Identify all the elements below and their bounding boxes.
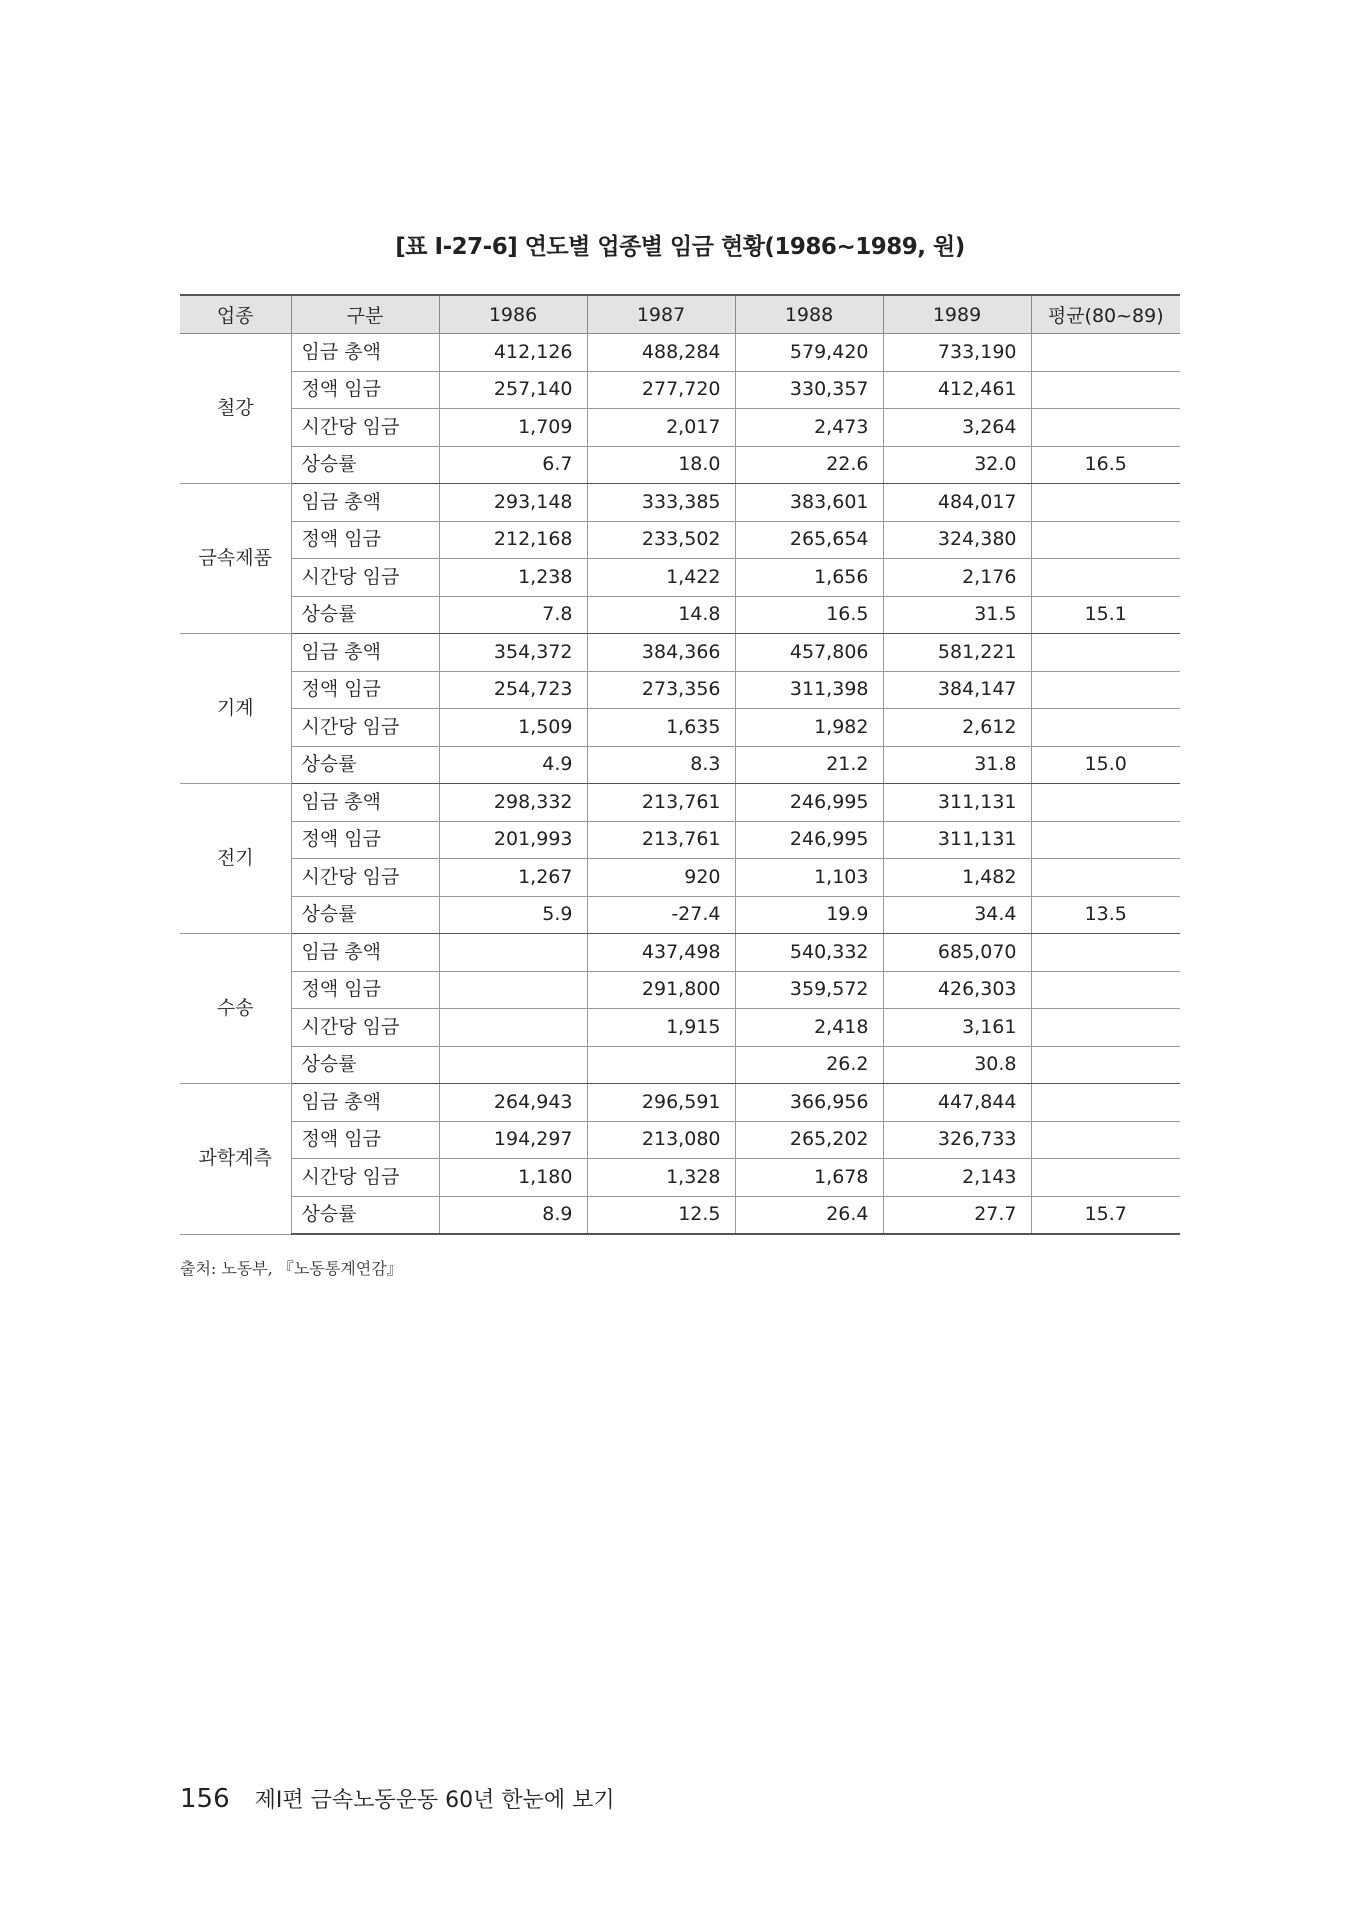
category-cell: 정액 임금 bbox=[291, 671, 439, 709]
average-cell: 15.0 bbox=[1031, 746, 1180, 784]
value-cell: 3,161 bbox=[883, 1009, 1031, 1047]
category-cell: 정액 임금 bbox=[291, 371, 439, 409]
category-cell: 시간당 임금 bbox=[291, 859, 439, 897]
header-industry: 업종 bbox=[180, 295, 291, 334]
value-cell: 2,612 bbox=[883, 709, 1031, 747]
value-cell: 1,482 bbox=[883, 859, 1031, 897]
value-cell: 26.2 bbox=[735, 1046, 883, 1084]
industry-cell: 과학계측 bbox=[180, 1084, 291, 1235]
table-body bbox=[180, 334, 1180, 1235]
header-category: 구분 bbox=[291, 295, 439, 334]
category-cell: 시간당 임금 bbox=[291, 409, 439, 447]
value-cell: 293,148 bbox=[439, 484, 587, 522]
value-cell: 920 bbox=[587, 859, 735, 897]
header-average: 평균(80~89) bbox=[1031, 295, 1180, 334]
value-cell: 326,733 bbox=[883, 1121, 1031, 1159]
value-cell: 2,017 bbox=[587, 409, 735, 447]
header-1987: 1987 bbox=[587, 295, 735, 334]
table-row bbox=[180, 409, 1180, 447]
value-cell: 26.4 bbox=[735, 1196, 883, 1234]
value-cell: 233,502 bbox=[587, 521, 735, 559]
average-cell bbox=[1031, 709, 1180, 747]
value-cell: 384,147 bbox=[883, 671, 1031, 709]
value-cell bbox=[439, 1009, 587, 1047]
value-cell: 1,422 bbox=[587, 559, 735, 597]
value-cell: 273,356 bbox=[587, 671, 735, 709]
value-cell: 27.7 bbox=[883, 1196, 1031, 1234]
category-cell: 상승률 bbox=[291, 596, 439, 634]
industry-cell: 금속제품 bbox=[180, 484, 291, 634]
value-cell: 265,654 bbox=[735, 521, 883, 559]
value-cell: 14.8 bbox=[587, 596, 735, 634]
value-cell bbox=[439, 971, 587, 1009]
average-cell bbox=[1031, 671, 1180, 709]
value-cell: 34.4 bbox=[883, 896, 1031, 934]
table-row bbox=[180, 1009, 1180, 1047]
value-cell: 333,385 bbox=[587, 484, 735, 522]
table-row bbox=[180, 634, 1180, 672]
value-cell: 4.9 bbox=[439, 746, 587, 784]
average-cell bbox=[1031, 821, 1180, 859]
value-cell: 488,284 bbox=[587, 334, 735, 372]
category-cell: 정액 임금 bbox=[291, 521, 439, 559]
value-cell: 32.0 bbox=[883, 446, 1031, 484]
table-header-row bbox=[180, 295, 1180, 334]
value-cell: 12.5 bbox=[587, 1196, 735, 1234]
value-cell: 311,131 bbox=[883, 784, 1031, 822]
value-cell: 1,678 bbox=[735, 1159, 883, 1197]
value-cell: 1,509 bbox=[439, 709, 587, 747]
value-cell: 194,297 bbox=[439, 1121, 587, 1159]
category-cell: 임금 총액 bbox=[291, 934, 439, 972]
average-cell bbox=[1031, 1121, 1180, 1159]
value-cell: 31.5 bbox=[883, 596, 1031, 634]
value-cell: 31.8 bbox=[883, 746, 1031, 784]
table-row bbox=[180, 1159, 1180, 1197]
value-cell: 19.9 bbox=[735, 896, 883, 934]
value-cell: 212,168 bbox=[439, 521, 587, 559]
table-row bbox=[180, 859, 1180, 897]
value-cell: 366,956 bbox=[735, 1084, 883, 1122]
average-cell: 16.5 bbox=[1031, 446, 1180, 484]
value-cell: 311,398 bbox=[735, 671, 883, 709]
category-cell: 상승률 bbox=[291, 1196, 439, 1234]
value-cell: 2,176 bbox=[883, 559, 1031, 597]
wage-table bbox=[180, 294, 1180, 1235]
value-cell: 311,131 bbox=[883, 821, 1031, 859]
average-cell bbox=[1031, 971, 1180, 1009]
table-row bbox=[180, 709, 1180, 747]
value-cell: 213,761 bbox=[587, 821, 735, 859]
value-cell: 7.8 bbox=[439, 596, 587, 634]
header-1986: 1986 bbox=[439, 295, 587, 334]
average-cell bbox=[1031, 521, 1180, 559]
average-cell bbox=[1031, 634, 1180, 672]
value-cell: 8.3 bbox=[587, 746, 735, 784]
value-cell: 16.5 bbox=[735, 596, 883, 634]
value-cell: 1,267 bbox=[439, 859, 587, 897]
table-row bbox=[180, 784, 1180, 822]
category-cell: 상승률 bbox=[291, 896, 439, 934]
average-cell bbox=[1031, 559, 1180, 597]
category-cell: 임금 총액 bbox=[291, 1084, 439, 1122]
value-cell: 30.8 bbox=[883, 1046, 1031, 1084]
table-row bbox=[180, 446, 1180, 484]
category-cell: 상승률 bbox=[291, 746, 439, 784]
value-cell: 540,332 bbox=[735, 934, 883, 972]
table-row bbox=[180, 371, 1180, 409]
value-cell: 426,303 bbox=[883, 971, 1031, 1009]
average-cell: 15.1 bbox=[1031, 596, 1180, 634]
value-cell: 296,591 bbox=[587, 1084, 735, 1122]
category-cell: 상승률 bbox=[291, 446, 439, 484]
value-cell: 254,723 bbox=[439, 671, 587, 709]
industry-cell: 기계 bbox=[180, 634, 291, 784]
value-cell: 2,473 bbox=[735, 409, 883, 447]
value-cell: 246,995 bbox=[735, 821, 883, 859]
value-cell: 484,017 bbox=[883, 484, 1031, 522]
industry-cell: 철강 bbox=[180, 334, 291, 484]
value-cell: 5.9 bbox=[439, 896, 587, 934]
category-cell: 시간당 임금 bbox=[291, 709, 439, 747]
value-cell: 213,080 bbox=[587, 1121, 735, 1159]
table-row bbox=[180, 671, 1180, 709]
value-cell: 277,720 bbox=[587, 371, 735, 409]
value-cell: 324,380 bbox=[883, 521, 1031, 559]
industry-cell: 수송 bbox=[180, 934, 291, 1084]
value-cell: 291,800 bbox=[587, 971, 735, 1009]
table-row bbox=[180, 521, 1180, 559]
value-cell: 330,357 bbox=[735, 371, 883, 409]
category-cell: 상승률 bbox=[291, 1046, 439, 1084]
value-cell: 1,180 bbox=[439, 1159, 587, 1197]
value-cell: 1,328 bbox=[587, 1159, 735, 1197]
page-footer bbox=[180, 1783, 615, 1814]
value-cell: 412,461 bbox=[883, 371, 1031, 409]
table-row bbox=[180, 1084, 1180, 1122]
value-cell: 359,572 bbox=[735, 971, 883, 1009]
value-cell: 2,143 bbox=[883, 1159, 1031, 1197]
value-cell: 1,982 bbox=[735, 709, 883, 747]
average-cell bbox=[1031, 334, 1180, 372]
value-cell: 384,366 bbox=[587, 634, 735, 672]
value-cell: -27.4 bbox=[587, 896, 735, 934]
page-number: 156 bbox=[180, 1784, 230, 1814]
value-cell: 264,943 bbox=[439, 1084, 587, 1122]
value-cell: 265,202 bbox=[735, 1121, 883, 1159]
value-cell: 447,844 bbox=[883, 1084, 1031, 1122]
table-row bbox=[180, 334, 1180, 372]
category-cell: 정액 임금 bbox=[291, 821, 439, 859]
category-cell: 임금 총액 bbox=[291, 484, 439, 522]
value-cell: 6.7 bbox=[439, 446, 587, 484]
table-row bbox=[180, 971, 1180, 1009]
category-cell: 임금 총액 bbox=[291, 334, 439, 372]
value-cell: 1,635 bbox=[587, 709, 735, 747]
value-cell: 22.6 bbox=[735, 446, 883, 484]
industry-cell: 전기 bbox=[180, 784, 291, 934]
average-cell: 13.5 bbox=[1031, 896, 1180, 934]
table-row bbox=[180, 484, 1180, 522]
value-cell: 354,372 bbox=[439, 634, 587, 672]
value-cell: 201,993 bbox=[439, 821, 587, 859]
value-cell: 246,995 bbox=[735, 784, 883, 822]
header-1988: 1988 bbox=[735, 295, 883, 334]
category-cell: 시간당 임금 bbox=[291, 1159, 439, 1197]
average-cell bbox=[1031, 409, 1180, 447]
value-cell: 581,221 bbox=[883, 634, 1031, 672]
average-cell bbox=[1031, 1009, 1180, 1047]
average-cell: 15.7 bbox=[1031, 1196, 1180, 1234]
category-cell: 시간당 임금 bbox=[291, 1009, 439, 1047]
value-cell bbox=[587, 1046, 735, 1084]
table-row bbox=[180, 934, 1180, 972]
value-cell: 1,103 bbox=[735, 859, 883, 897]
average-cell bbox=[1031, 859, 1180, 897]
average-cell bbox=[1031, 1046, 1180, 1084]
table-row bbox=[180, 1046, 1180, 1084]
category-cell: 임금 총액 bbox=[291, 634, 439, 672]
average-cell bbox=[1031, 1159, 1180, 1197]
value-cell: 1,709 bbox=[439, 409, 587, 447]
value-cell: 1,238 bbox=[439, 559, 587, 597]
value-cell bbox=[439, 934, 587, 972]
value-cell: 3,264 bbox=[883, 409, 1031, 447]
value-cell: 8.9 bbox=[439, 1196, 587, 1234]
table-row bbox=[180, 596, 1180, 634]
average-cell bbox=[1031, 934, 1180, 972]
table-row bbox=[180, 746, 1180, 784]
value-cell: 213,761 bbox=[587, 784, 735, 822]
table-row bbox=[180, 896, 1180, 934]
average-cell bbox=[1031, 1084, 1180, 1122]
value-cell: 1,915 bbox=[587, 1009, 735, 1047]
source-note: 출처: 노동부, 『노동통계연감』 bbox=[180, 1259, 403, 1278]
category-cell: 시간당 임금 bbox=[291, 559, 439, 597]
value-cell: 18.0 bbox=[587, 446, 735, 484]
value-cell: 437,498 bbox=[587, 934, 735, 972]
average-cell bbox=[1031, 784, 1180, 822]
footer-text: 제Ⅰ편 금속노동운동 60년 한눈에 보기 bbox=[254, 1788, 615, 1813]
value-cell: 457,806 bbox=[735, 634, 883, 672]
table-row bbox=[180, 1121, 1180, 1159]
table-title: [표 Ⅰ-27-6] 연도별 업종별 임금 현황(1986~1989, 원) bbox=[395, 234, 965, 260]
value-cell: 257,140 bbox=[439, 371, 587, 409]
average-cell bbox=[1031, 371, 1180, 409]
value-cell: 21.2 bbox=[735, 746, 883, 784]
value-cell: 298,332 bbox=[439, 784, 587, 822]
value-cell: 685,070 bbox=[883, 934, 1031, 972]
category-cell: 임금 총액 bbox=[291, 784, 439, 822]
average-cell bbox=[1031, 484, 1180, 522]
value-cell: 412,126 bbox=[439, 334, 587, 372]
table-row bbox=[180, 1196, 1180, 1234]
category-cell: 정액 임금 bbox=[291, 1121, 439, 1159]
category-cell: 정액 임금 bbox=[291, 971, 439, 1009]
value-cell: 579,420 bbox=[735, 334, 883, 372]
value-cell: 2,418 bbox=[735, 1009, 883, 1047]
value-cell bbox=[439, 1046, 587, 1084]
table-row bbox=[180, 559, 1180, 597]
value-cell: 383,601 bbox=[735, 484, 883, 522]
value-cell: 1,656 bbox=[735, 559, 883, 597]
table-row bbox=[180, 821, 1180, 859]
header-1989: 1989 bbox=[883, 295, 1031, 334]
value-cell: 733,190 bbox=[883, 334, 1031, 372]
